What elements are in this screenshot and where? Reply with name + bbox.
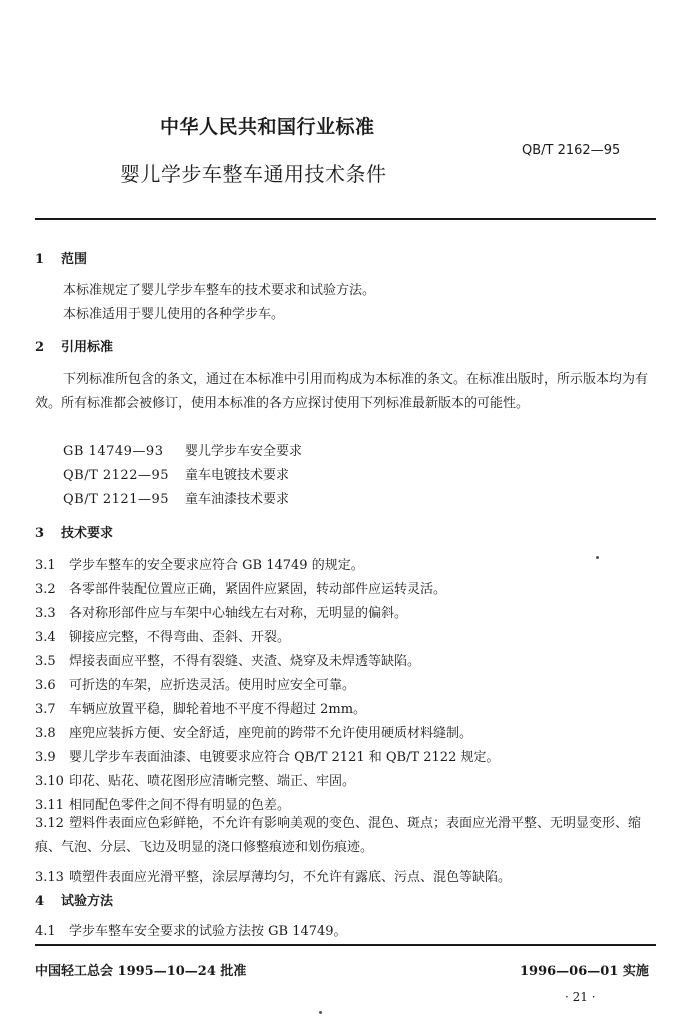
clause-number: 3.8 bbox=[35, 726, 56, 741]
section-title: 技术要求 bbox=[61, 526, 114, 541]
footer-rule bbox=[35, 944, 656, 946]
reference-code: QB/T 2121—95 bbox=[63, 492, 170, 507]
section-1-heading bbox=[35, 248, 87, 267]
clause-text: 可折迭的车架，应折迭灵活。使用时应安全可靠。 bbox=[69, 678, 356, 693]
clause-3-7 bbox=[35, 698, 366, 717]
standard-code: QB/T 2162—95 bbox=[522, 143, 621, 158]
clause-number: 3.12 bbox=[35, 816, 64, 831]
clause-number: 3.2 bbox=[35, 582, 56, 597]
section-title: 范围 bbox=[61, 252, 88, 267]
section-4-heading bbox=[35, 890, 113, 909]
effective-date-line: 1996—06—01 实施 bbox=[520, 964, 649, 979]
clause-text: 印花、贴花、喷花图形应清晰完整、端正、牢固。 bbox=[69, 774, 356, 789]
header-rule bbox=[35, 218, 656, 220]
section-number: 2 bbox=[35, 340, 45, 355]
reference-code: GB 14749—93 bbox=[63, 444, 164, 459]
clause-3-3 bbox=[35, 602, 407, 621]
clause-3-10 bbox=[35, 770, 355, 789]
clause-number: 4.1 bbox=[35, 924, 56, 939]
section-number: 1 bbox=[35, 252, 45, 267]
clause-3-1 bbox=[35, 554, 364, 573]
clause-text: 塑料件表面应色彩鲜艳，不允许有影响美观的变色、混色、斑点；表面应光滑平整、无明显变形、缩痕、气泡、分层、飞边及明显的浇口修整痕迹和划伤痕迹。 bbox=[35, 816, 642, 855]
clause-3-8 bbox=[35, 722, 472, 741]
clause-text: 相同配色零件之间不得有明显的色差。 bbox=[69, 798, 291, 813]
clause-text: 喷塑件表面应光滑平整，涂层厚薄均匀，不允许有露底、污点、混色等缺陷。 bbox=[69, 870, 512, 885]
clause-text: 各对称形部件应与车架中心轴线左右对称，无明显的偏斜。 bbox=[69, 606, 408, 621]
clause-number: 3.6 bbox=[35, 678, 56, 693]
clause-text: 婴儿学步车表面油漆、电镀要求应符合 QB/T 2121 和 QB/T 2122 规定。 bbox=[69, 750, 500, 765]
clause-number: 3.4 bbox=[35, 630, 56, 645]
scan-speck bbox=[596, 556, 599, 559]
clause-text: 学步车整车的安全要求应符合 GB 14749 的规定。 bbox=[69, 558, 364, 573]
reference-item bbox=[63, 440, 302, 459]
reference-name: 童车油漆技术要求 bbox=[185, 492, 290, 507]
clause-3-6 bbox=[35, 674, 355, 693]
clause-text: 座兜应装拆方便、安全舒适，座兜前的跨带不允许使用硬质材料缝制。 bbox=[69, 726, 473, 741]
clause-number: 3.10 bbox=[35, 774, 64, 789]
reference-code: QB/T 2122—95 bbox=[63, 468, 170, 483]
reference-name: 婴儿学步车安全要求 bbox=[185, 444, 303, 459]
clause-text: 各零部件装配位置应正确，紧固件应紧固，转动部件应运转灵活。 bbox=[69, 582, 447, 597]
clause-3-12 bbox=[35, 812, 661, 860]
clause-number: 3.5 bbox=[35, 654, 56, 669]
document-title: 婴儿学步车整车通用技术条件 bbox=[120, 162, 387, 186]
section-title: 引用标准 bbox=[61, 340, 114, 355]
scan-speck bbox=[319, 1011, 322, 1014]
clause-text: 车辆应放置平稳，脚轮着地不平度不得超过 2mm。 bbox=[69, 702, 367, 717]
reference-name: 童车电镀技术要求 bbox=[185, 468, 290, 483]
references-intro: 下列标准所包含的条文，通过在本标准中引用而构成为本标准的条文。在标准出版时，所示版本均为有效。所有标准都会被修订，使用本标准的各方应探讨使用下列标准最新版本的可能性。 bbox=[35, 372, 649, 411]
clause-3-2 bbox=[35, 578, 446, 597]
scope-paragraph-2: 本标准适用于婴儿使用的各种学步车。 bbox=[63, 307, 285, 322]
clause-number: 3.3 bbox=[35, 606, 56, 621]
clause-number: 3.9 bbox=[35, 750, 56, 765]
clause-number: 3.7 bbox=[35, 702, 56, 717]
section-number: 4 bbox=[35, 894, 45, 909]
clause-text: 铆接应完整，不得弯曲、歪斜、开裂。 bbox=[69, 630, 291, 645]
section-title: 试验方法 bbox=[61, 894, 114, 909]
section-2-heading bbox=[35, 336, 113, 355]
clause-number: 3.11 bbox=[35, 798, 64, 813]
reference-item bbox=[63, 488, 289, 507]
scope-paragraph-1: 本标准规定了婴儿学步车整车的技术要求和试验方法。 bbox=[63, 283, 376, 298]
clause-3-11 bbox=[35, 794, 290, 813]
approval-line: 中国轻工总会 1995—10—24 批准 bbox=[35, 964, 247, 979]
clause-number: 3.13 bbox=[35, 870, 64, 885]
clause-text: 焊接表面应平整，不得有裂缝、夹渣、烧穿及未焊透等缺陷。 bbox=[69, 654, 421, 669]
page-number: · 21 · bbox=[565, 990, 596, 1004]
clause-3-4 bbox=[35, 626, 290, 645]
clause-4-1 bbox=[35, 920, 347, 939]
section-number: 3 bbox=[35, 526, 45, 541]
clause-text: 学步车整车安全要求的试验方法按 GB 14749。 bbox=[69, 924, 347, 939]
issuing-body-title: 中华人民共和国行业标准 bbox=[160, 116, 375, 138]
section-3-heading bbox=[35, 522, 113, 541]
clause-3-9 bbox=[35, 746, 500, 765]
clause-3-5 bbox=[35, 650, 420, 669]
reference-item bbox=[63, 464, 289, 483]
clause-number: 3.1 bbox=[35, 558, 56, 573]
clause-3-13 bbox=[35, 866, 511, 885]
